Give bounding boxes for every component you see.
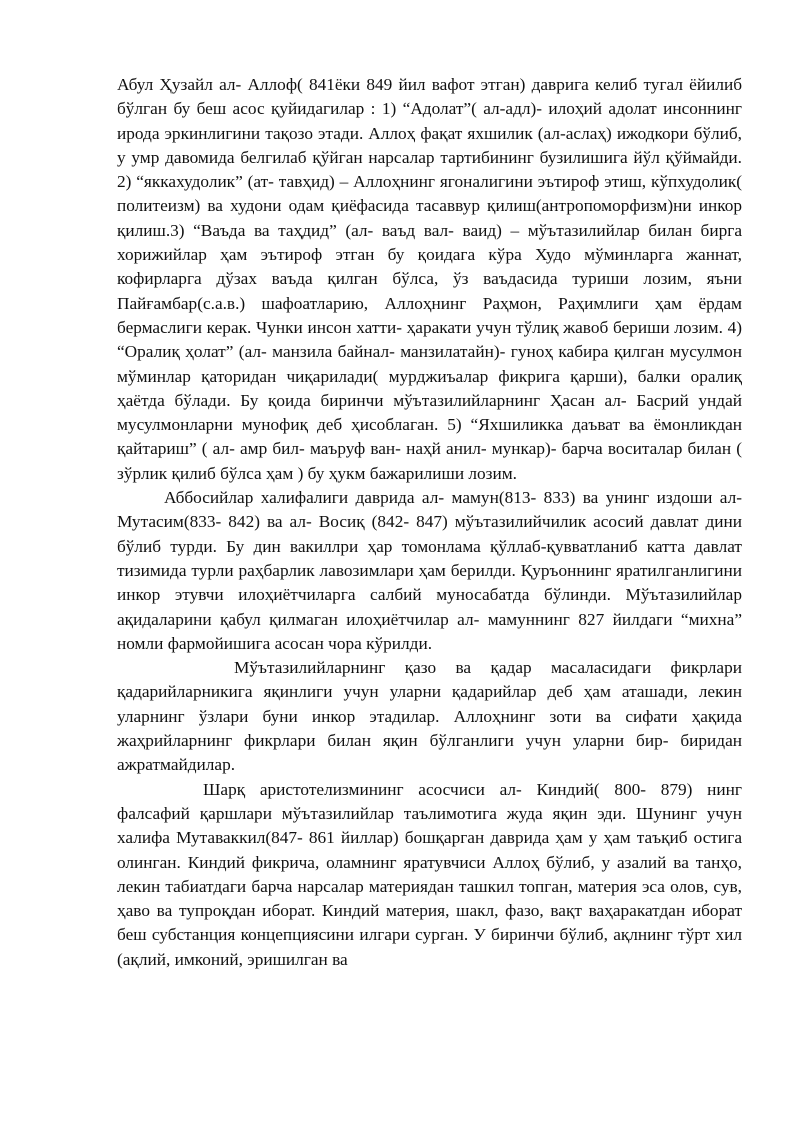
paragraph-abbasid-caliphate: Аббосийлар халифалиги даврида ал- мамун(813- 833) ва унинг издоши ал- Мутасим(833- 842) ва ал- Восиқ (842- 847) мўътазилийчилик асосий давлат дини бўлиб турди. Бу дин вакиллри ҳар томонлама қўллаб-қувватланиб катта давлат тизимида турли раҳбарлик лавозимлари ҳам берилди. Қуръоннинг яратилганлигини инкор этувчи илоҳиётчиларга салбий муносабатда бўлинди. Мўътазилийлар ақидаларини қабул қилмаган илоҳиётчилар ал- мамуннинг 827 йилдаги “михна” номли фармойишига асосан чора кўрилди.	[117, 488, 742, 653]
paragraph-qadariyya: Мўътазилийларнинг қазо ва қадар масаласидаги фикрлари қадарийларникига яқинлиги учун уларни қадарийлар деб ҳам аташади, лекин уларнинг ўзлари буни инкор этадилар. Аллоҳнинг зоти ва сифати ҳақида жаҳрийларнинг фикрлари билан яқин бўлганлиги учун уларни бир- биридан ажратмайдилар.	[117, 658, 742, 775]
paragraph-al-kindi: Шарқ аристотелизмининг асосчиси ал- Киндий( 800- 879) нинг фалсафий қаршлари мўътазилийлар таълимотига жуда яқин эди. Шунинг учун халифа Мутаваккил(847- 861 йиллар) бошқарган даврида ҳам у ҳам таъқиб остига олинган. Киндий фикрича, оламнинг яратувчиси Аллоҳ бўлиб, у азалий ва танҳо, лекин табиатдаги барча нарсалар материядан ташкил топган, материя эса олов, сув, ҳаво ва тупроқдан иборат. Киндий материя, шакл, фазо, вақт ваҳаракатдан иборат беш субстанция концепциясини илгари сурган. У биринчи бўлиб, ақлнинг тўрт хил (ақлий, имконий, эришилган ва	[117, 779, 742, 969]
paragraph-five-principles: Абул Ҳузайл ал- Аллоф( 841ёки 849 йил вафот этган) даврига келиб тугал ёйилиб бўлган бу беш асос қуйидагилар : 1) “Адолат”( ал-адл)- илоҳий адолат инсоннинг ирода эркинлигини тақозо этади. Аллоҳ фақат яхшилик (ал-аслаҳ) ижодкори бўлиб, у умр давомида белгилаб қўйган нарсалар тартибининг бузилишига йўл қўймайди. 2) “яккахудолик” (ат- тавҳид) – Аллоҳнинг ягоналигини эътироф этиш, кўпхудолик( политеизм) ва худони одам қиёфасида тасаввур қилиш(антропоморфизм)ни инкор қилиш.3) “Ваъда ва таҳдид” (ал- ваъд вал- ваид) – мўътазилийлар билан бирга хорижийлар ҳам эътироф этган бу қоидага кўра Худо мўминларга жаннат, кофирларга дўзах ваъда қилган бўлса, ўз ваъдасида туриши лозим, яъни Пайғамбар(с.а.в.) шафоатларию, Аллоҳнинг Раҳмон, Раҳимлиги ҳам ёрдам бермаслиги керак. Чунки инсон хатти- ҳаракати учун тўлиқ жавоб бериши лозим. 4) “Оралиқ ҳолат” (ал- манзила байнал- манзилатайн)- гуноҳ кабира қилган мусулмон мўминлар қаторидан чиқарилади( мурджиъалар фикрига қарши), балки оралиқ ҳаётда бўлади. Бу қоида биринчи мўътазилийларнинг Ҳасан ал- Басрий ундай мусулмонларни мунофиқ деб ҳисоблаган. 5) “Яхшиликка даъват ва ёмонликдан қайтариш” ( ал- амр бил- маъруф ван- наҳй анил- мункар)- барча воситалар билан ( зўрлик қилиб бўлса ҳам ) бу ҳукм бажарилиши лозим.	[117, 75, 742, 483]
document-body	[117, 73, 742, 972]
